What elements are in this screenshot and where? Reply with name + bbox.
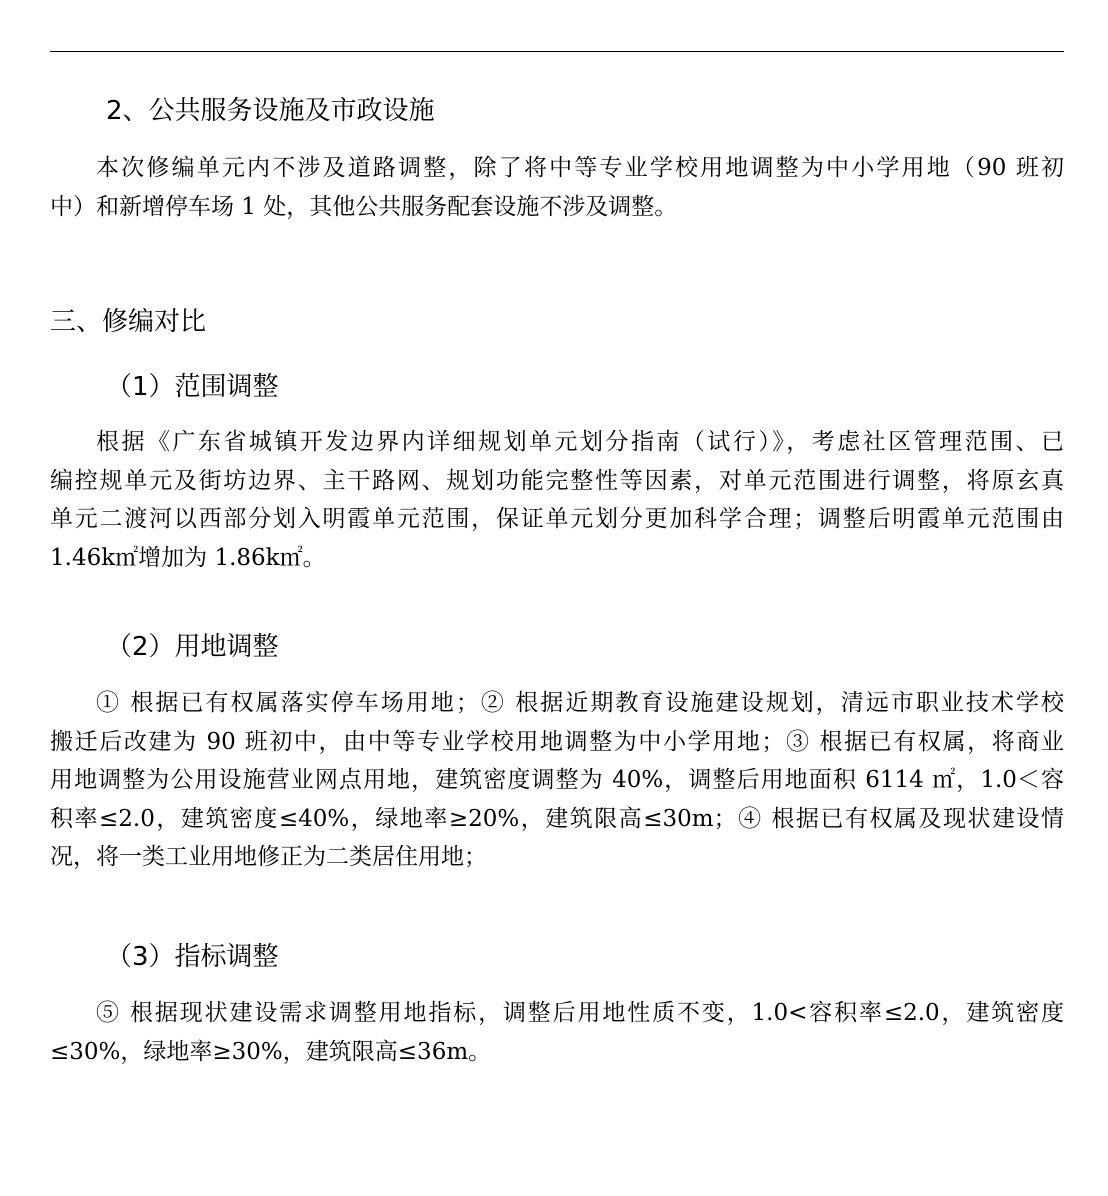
paragraph-line: ≤30%，绿地率≥30%，建筑限高≤36m。	[50, 1038, 492, 1065]
section-2-heading: 2、公共服务设施及市政设施	[106, 96, 435, 126]
sub-1-paragraph	[50, 423, 1064, 577]
paragraph-line: 积率≤2.0，建筑密度≤40%，绿地率≥20%，建筑限高≤30m；④ 根据已有权属及现状建设情	[50, 805, 1064, 832]
sub-2-paragraph	[50, 684, 1064, 877]
paragraph-line: 况，将一类工业用地修正为二类居住用地；	[50, 844, 487, 870]
sub-3-heading: （3）指标调整	[106, 942, 279, 972]
header-rule	[50, 51, 1064, 52]
section-2-paragraph	[50, 149, 1064, 226]
sub-3-paragraph	[50, 994, 1064, 1071]
paragraph-line: 本次修编单元内不涉及道路调整，除了将中等专业学校用地调整为中小学用地（90 班初	[96, 155, 1064, 181]
paragraph-line: ① 根据已有权属落实停车场用地；② 根据近期教育设施建设规划，清远市职业技术学校	[96, 690, 1064, 716]
paragraph-line: 单元二渡河以西部分划入明霞单元范围，保证单元划分更加科学合理；调整后明霞单元范围由	[50, 506, 1064, 532]
paragraph-line: 编控规单元及街坊边界、主干路网、规划功能完整性等因素，对单元范围进行调整，将原玄真	[50, 467, 1064, 494]
paragraph-line: 用地调整为公用设施营业网点用地，建筑密度调整为 40%，调整后用地面积 6114 ㎡，1.0＜容	[50, 767, 1064, 793]
paragraph-line: ⑤ 根据现状建设需求调整用地指标，调整后用地性质不变，1.0<容积率≤2.0，建筑密度	[96, 1000, 1064, 1026]
paragraph-line: 搬迁后改建为 90 班初中，由中等专业学校用地调整为中小学用地；③ 根据已有权属，将商业	[50, 728, 1064, 755]
section-3-heading: 三、修编对比	[50, 307, 207, 337]
sub-1-heading: （1）范围调整	[106, 372, 279, 402]
paragraph-line: 1.46k㎡增加为 1.86k㎡。	[50, 544, 326, 571]
sub-2-heading: （2）用地调整	[106, 632, 279, 662]
paragraph-line: 根据《广东省城镇开发边界内详细规划单元划分指南（试行）》，考虑社区管理范围、已	[96, 429, 1064, 455]
paragraph-line: 中）和新增停车场 1 处，其他公共服务配套设施不涉及调整。	[50, 193, 678, 220]
